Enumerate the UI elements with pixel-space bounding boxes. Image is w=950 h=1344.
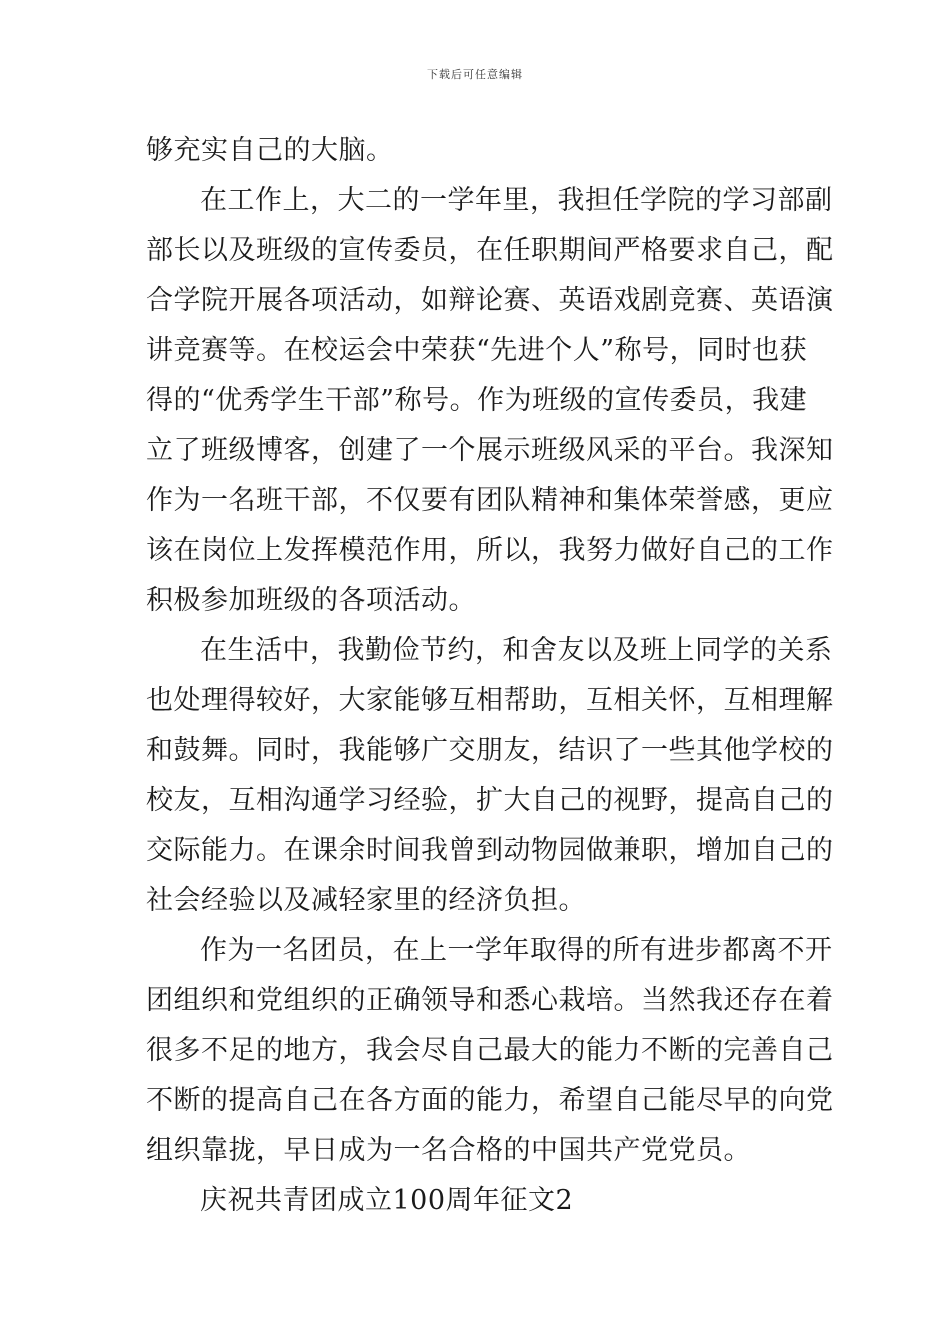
- text-line: 在生活中，我勤俭节约，和舍友以及班上同学的关系: [200, 635, 833, 666]
- text-line: 合学院开展各项活动，如辩论赛、英语戏剧竞赛、英语演: [146, 285, 834, 316]
- text-line: 立了班级博客，创建了一个展示班级风采的平台。我深知: [146, 435, 834, 466]
- text-line: 交际能力。在课余时间我曾到动物园做兼职，增加自己的: [146, 835, 834, 866]
- text-line: 团组织和党组织的正确领导和悉心栽培。当然我还存在着: [146, 985, 834, 1016]
- text-line: 够充实自己的大脑。: [146, 135, 394, 166]
- text-line: 得的“优秀学生干部”称号。作为班级的宣传委员，我建: [146, 385, 808, 416]
- text-line: 作为一名团员，在上一学年取得的所有进步都离不开: [200, 935, 833, 966]
- text-line: 作为一名班干部，不仅要有团队精神和集体荣誉感，更应: [146, 485, 834, 516]
- text-line: 组织靠拢，早日成为一名合格的中国共产党党员。: [146, 1135, 751, 1166]
- text-line: 社会经验以及减轻家里的经济负担。: [146, 885, 586, 916]
- text-line: 和鼓舞。同时，我能够广交朋友，结识了一些其他学校的: [146, 735, 834, 766]
- text-line: 也处理得较好，大家能够互相帮助，互相关怀，互相理解: [146, 685, 834, 716]
- document-body: [146, 126, 834, 1226]
- text-line: 在工作上，大二的一学年里，我担任学院的学习部副: [200, 185, 833, 216]
- text-line: 不断的提高自己在各方面的能力，希望自己能尽早的向党: [146, 1085, 834, 1116]
- text-line: 很多不足的地方，我会尽自己最大的能力不断的完善自己: [146, 1035, 834, 1066]
- text-line: 讲竞赛等。在校运会中荣获“先进个人”称号，同时也获: [146, 335, 808, 366]
- text-line: 校友，互相沟通学习经验，扩大自己的视野，提高自己的: [146, 785, 834, 816]
- text-line: 该在岗位上发挥模范作用，所以，我努力做好自己的工作: [146, 535, 834, 566]
- section-heading: 庆祝共青团成立100周年征文2: [200, 1185, 574, 1216]
- text-line: 积极参加班级的各项活动。: [146, 585, 476, 616]
- page-header-note: 下载后可任意编辑: [427, 68, 523, 81]
- text-line: 部长以及班级的宣传委员，在任职期间严格要求自己，配: [146, 235, 834, 266]
